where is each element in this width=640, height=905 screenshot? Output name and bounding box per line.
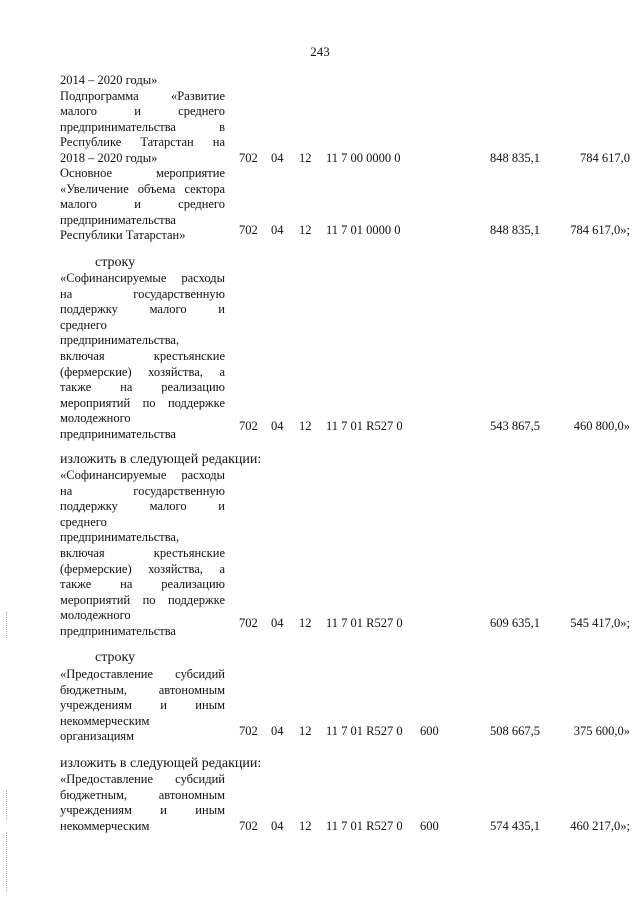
cell-subsection: 12	[299, 151, 312, 165]
description-line: Республики Татарстан»	[60, 228, 186, 243]
description-line: предпринимательства	[60, 212, 176, 227]
description-line: Подпрограмма «Развитие	[60, 88, 225, 103]
margin-mark	[6, 612, 9, 638]
description-line: 2018 – 2020 годы»	[60, 150, 158, 165]
description-line: предпринимательства	[60, 623, 176, 638]
cell-code: 702	[239, 616, 258, 630]
section-heading: изложить в следующей редакции:	[60, 756, 262, 771]
description-line: учреждениям и иным	[60, 803, 225, 818]
page-number: 243	[310, 44, 330, 59]
description-line: организациям	[60, 729, 135, 744]
cell-value-2019: 848 835,1	[490, 223, 540, 237]
margin-mark	[6, 832, 9, 892]
description-line: поддержку малого и	[60, 499, 225, 514]
description-line: (фермерские) хозяйства, а	[60, 561, 225, 576]
cell-subsection: 12	[299, 419, 312, 433]
table-row	[60, 667, 630, 745]
description-line: мероприятий по поддержке	[60, 395, 225, 410]
cell-article: 11 7 01 R527 0	[326, 419, 403, 433]
row-values	[60, 724, 630, 740]
cell-article: 11 7 00 0000 0	[326, 151, 401, 165]
row-values	[60, 616, 630, 632]
table-row	[60, 271, 630, 443]
cell-value-2019: 609 635,1	[490, 616, 540, 630]
description-line: «Софинансируемые расходы	[60, 271, 225, 285]
cell-section: 04	[271, 223, 284, 237]
cell-expense-type: 600	[420, 724, 439, 738]
description-line: «Увеличение объема сектора	[60, 181, 225, 196]
description-line: среднего	[60, 317, 107, 332]
cell-code: 702	[239, 819, 258, 833]
description-line: предпринимательства в	[60, 119, 225, 134]
cell-value-2020: 545 417,0»;	[570, 616, 630, 630]
cell-value-2019: 848 835,1	[490, 151, 540, 165]
description-line: Основное мероприятие	[60, 166, 225, 180]
margin-mark	[6, 790, 9, 820]
description-line: бюджетным, автономным	[60, 787, 225, 802]
cell-subsection: 12	[299, 819, 312, 833]
description-line: малого и среднего	[60, 104, 225, 119]
description-line: также на реализацию	[60, 380, 225, 395]
description-line: предпринимательства,	[60, 333, 180, 348]
description-line: «Предоставление субсидий	[60, 772, 225, 786]
description-line: некоммерческим	[60, 818, 150, 833]
cell-section: 04	[271, 419, 284, 433]
description-line: также на реализацию	[60, 577, 225, 592]
table-row	[60, 73, 630, 167]
description-line: предпринимательства,	[60, 530, 180, 545]
cell-article: 11 7 01 R527 0	[326, 819, 403, 833]
description-line: включая крестьянские	[60, 348, 225, 363]
cell-subsection: 12	[299, 616, 312, 630]
description-line: учреждениям и иным	[60, 698, 225, 713]
cell-code: 702	[239, 724, 258, 738]
cell-value-2020: 784 617,0»;	[570, 223, 630, 237]
description-line: 2014 – 2020 годы»	[60, 73, 158, 87]
cell-code: 702	[239, 419, 258, 433]
section-heading: изложить в следующей редакции:	[60, 452, 262, 467]
table-row	[60, 772, 630, 834]
description-line: «Предоставление субсидий	[60, 667, 225, 681]
row-values	[60, 223, 630, 239]
table-row	[60, 166, 630, 244]
cell-subsection: 12	[299, 223, 312, 237]
cell-value-2020: 784 617,0	[580, 151, 630, 165]
row-description	[60, 271, 225, 443]
description-line: на государственную	[60, 483, 225, 498]
cell-expense-type: 600	[420, 819, 439, 833]
description-line: (фермерские) хозяйства, а	[60, 364, 225, 379]
cell-article: 11 7 01 0000 0	[326, 223, 401, 237]
cell-value-2019: 543 867,5	[490, 419, 540, 433]
description-line: молодежного	[60, 411, 131, 426]
cell-article: 11 7 01 R527 0	[326, 616, 403, 630]
description-line: мероприятий по поддержке	[60, 592, 225, 607]
cell-section: 04	[271, 151, 284, 165]
row-values	[60, 819, 630, 835]
cell-section: 04	[271, 616, 284, 630]
description-line: включая крестьянские	[60, 545, 225, 560]
description-line: бюджетным, автономным	[60, 682, 225, 697]
description-line: поддержку малого и	[60, 302, 225, 317]
cell-code: 702	[239, 223, 258, 237]
cell-value-2019: 508 667,5	[490, 724, 540, 738]
description-line: предпринимательства	[60, 426, 176, 441]
cell-value-2019: 574 435,1	[490, 819, 540, 833]
section-heading: строку	[95, 650, 136, 665]
cell-subsection: 12	[299, 724, 312, 738]
cell-code: 702	[239, 151, 258, 165]
description-line: некоммерческим	[60, 713, 150, 728]
row-values	[60, 419, 630, 435]
description-line: Республике Татарстан на	[60, 135, 225, 150]
description-line: на государственную	[60, 286, 225, 301]
description-line: среднего	[60, 514, 107, 529]
cell-article: 11 7 01 R527 0	[326, 724, 403, 738]
cell-section: 04	[271, 819, 284, 833]
cell-value-2020: 375 600,0»	[573, 724, 630, 738]
description-line: малого и среднего	[60, 197, 225, 212]
section-heading: строку	[95, 255, 136, 270]
cell-value-2020: 460 217,0»;	[570, 819, 630, 833]
description-line: «Софинансируемые расходы	[60, 468, 225, 482]
row-description	[60, 468, 225, 640]
cell-section: 04	[271, 724, 284, 738]
table-row	[60, 468, 630, 640]
row-values	[60, 151, 630, 167]
cell-value-2020: 460 800,0»	[573, 419, 630, 433]
description-line: молодежного	[60, 608, 131, 623]
